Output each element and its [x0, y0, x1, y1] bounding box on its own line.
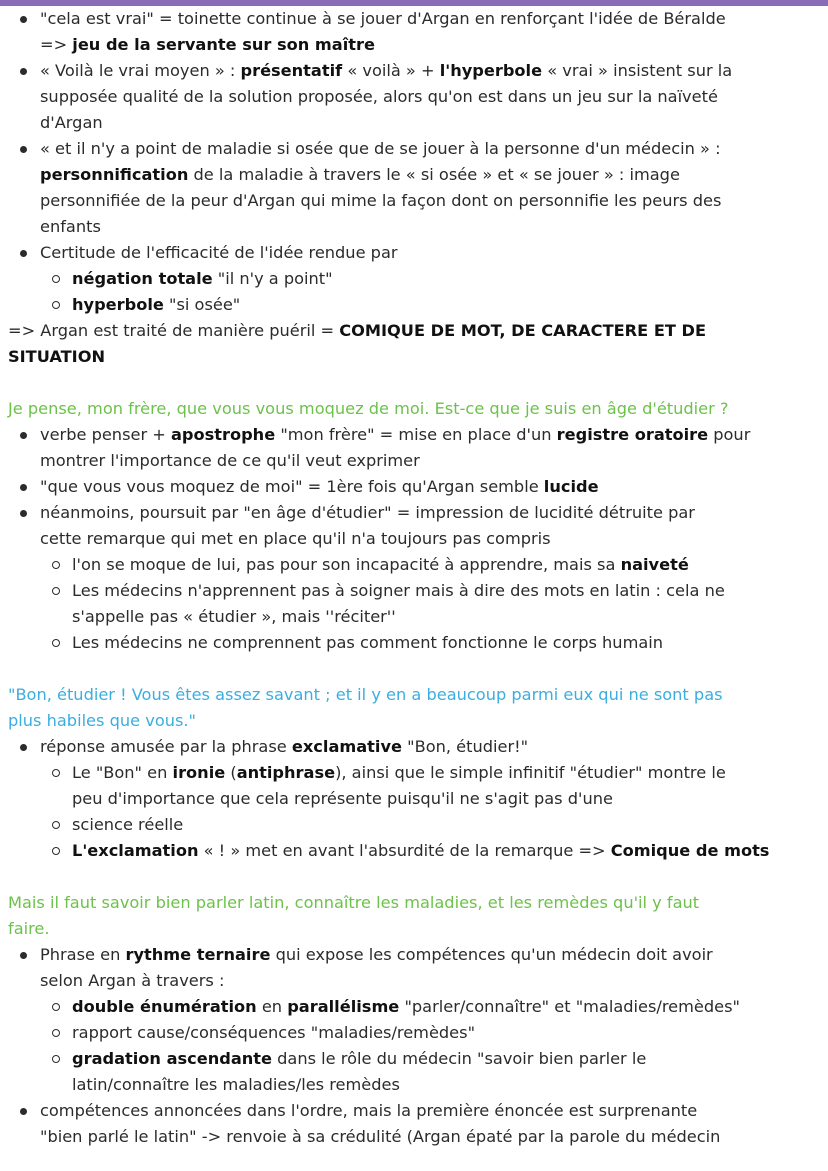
bullet-maladie-si-osee: « et il n'y a point de maladie si osée que de se jouer à la personne d'un médecin » : [8, 136, 823, 162]
subbullet-on-se-moque: l'on se moque de lui, pas pour son incapacité à apprendre, mais sa naiveté [8, 552, 823, 578]
bullet-voila-le-vrai-moyen: « Voilà le vrai moyen » : présentatif « voilà » + l'hyperbole « vrai » insistent sur la [8, 58, 823, 84]
quote-je-pense: Je pense, mon frère, que vous vous moquez de moi. Est-ce que je suis en âge d'étudier ? [8, 399, 729, 418]
subbullet-corps-humain: Les médecins ne comprennent pas comment fonctionne le corps humain [8, 630, 823, 656]
bullet-reponse-amusee: réponse amusée par la phrase exclamative "Bon, étudier!" [8, 734, 823, 760]
quote-parler-latin: Mais il faut savoir bien parler latin, connaître les maladies, et les remèdes qu'il y faut [8, 893, 700, 912]
document-body: "cela est vrai" = toinette continue à se jouer d'Argan en renforçant l'idée de Béralde => jeu de la servante sur son maître « Voilà le vrai moyen » : présentatif « voilà » + l'hyperbole « vrai » insistent sur la supposée qualité de la solution proposée, alors qu'on est dans un jeu sur la naïveté d'Argan « et il n'y a point de maladie si osée que de se jouer à la personne d'un médecin » : personnification de la maladie à travers le « si osée » et « se jouer » : image personnifiée de la peur d'Argan qui mime la façon dont on personnifie les peurs des enfants Certitude de l'efficacité de l'idée rendue par négation totale "il n'y a point" hyperbole "si osée" => Argan est traité de manière puéril = COMIQUE DE MOT, DE CARACTERE ET DE SITUATION Je pense, mon frère, que vous vous moquez de moi. Est-ce que je suis en âge d'étudier ? verbe penser + apostrophe "mon frère" = mise en place d'un registre oratoire pour montrer l'importance de ce qu'il veut exprimer "que vous vous moquez de moi" = 1ère fois qu'Argan semble lucide néanmoins, poursuit par "en âge d'étudier" = impression de lucidité détruite par cette remarque qui met en place qu'il n'a toujours pas compris l'on se moque de lui, pas pour son incapacité à apprendre, mais sa naiveté Les médecins n'apprennent pas à soigner mais à dire des mots en latin : cela ne s'appelle pas « étudier », mais ''réciter'' Les médecins ne comprennent pas comment fonctionne le corps humain "Bon, étudier ! Vous êtes assez savant ; et il y en a beaucoup parmi eux qui ne sont pas plus habiles que vous." réponse amusée par la phrase exclamative "Bon, étudier!" Le "Bon" en ironie (antiphrase), ainsi que le simple infinitif "étudier" montre le peu d'importance que cela représente puisqu'il ne s'agit pas d'une science réelle L'exclamation « ! » met en avant l'absurdité de la remarque => Comique de mots Mais il faut savoir bien parler latin, connaître les maladies, et les remèdes qu'il y faut faire. Phrase en rythme ternaire qui expose les compétences qu'un médecin doit avoir selon Argan à travers : double énumération en parallélisme "parler/connaître" et "maladies/remèdes" rapport cause/conséquences "maladies/remèdes" gradation ascendante dans le rôle du médecin "savoir bien parler le latin/connaître les maladies/les remèdes compétences annoncées dans l'ordre, mais la première énoncée est surprenante "bien parlé le latin" -> renvoie à sa crédulité (Argan épaté par la parole du médecin [8, 6, 823, 1150]
conclusion-line: => Argan est traité de manière puéril = COMIQUE DE MOT, DE CARACTERE ET DE [8, 321, 707, 340]
subbullet-science-reelle: science réelle [8, 812, 823, 838]
bullet-vous-moquez: "que vous vous moquez de moi" = 1ère fois qu'Argan semble lucide [8, 474, 823, 500]
bullet-cela-est-vrai: "cela est vrai" = toinette continue à se jouer d'Argan en renforçant l'idée de Béralde [8, 6, 823, 32]
subbullet-gradation: gradation ascendante dans le rôle du médecin "savoir bien parler le [8, 1046, 823, 1072]
subbullet-medecins-latin: Les médecins n'apprennent pas à soigner mais à dire des mots en latin : cela ne [8, 578, 823, 604]
quote-bon-etudier: "Bon, étudier ! Vous êtes assez savant ; et il y en a beaucoup parmi eux qui ne sont pas [8, 685, 723, 704]
bullet-rythme-ternaire: Phrase en rythme ternaire qui expose les compétences qu'un médecin doit avoir [8, 942, 823, 968]
subbullet-negation-totale: négation totale "il n'y a point" [8, 266, 823, 292]
subbullet-ironie: Le "Bon" en ironie (antiphrase), ainsi que le simple infinitif "étudier" montre le [8, 760, 823, 786]
subbullet-hyperbole: hyperbole "si osée" [8, 292, 823, 318]
bullet-verbe-penser: verbe penser + apostrophe "mon frère" = mise en place d'un registre oratoire pour [8, 422, 823, 448]
bullet-certitude: Certitude de l'efficacité de l'idée rendue par [8, 240, 823, 266]
subbullet-cause-consequences: rapport cause/conséquences "maladies/remèdes" [8, 1020, 823, 1046]
subbullet-exclamation: L'exclamation « ! » met en avant l'absurdité de la remarque => Comique de mots [8, 838, 823, 864]
bullet-competences-annoncees: compétences annoncées dans l'ordre, mais la première énoncée est surprenante [8, 1098, 823, 1124]
subbullet-double-enumeration: double énumération en parallélisme "parler/connaître" et "maladies/remèdes" [8, 994, 823, 1020]
bullet-neanmoins: néanmoins, poursuit par "en âge d'étudier" = impression de lucidité détruite par [8, 500, 823, 526]
